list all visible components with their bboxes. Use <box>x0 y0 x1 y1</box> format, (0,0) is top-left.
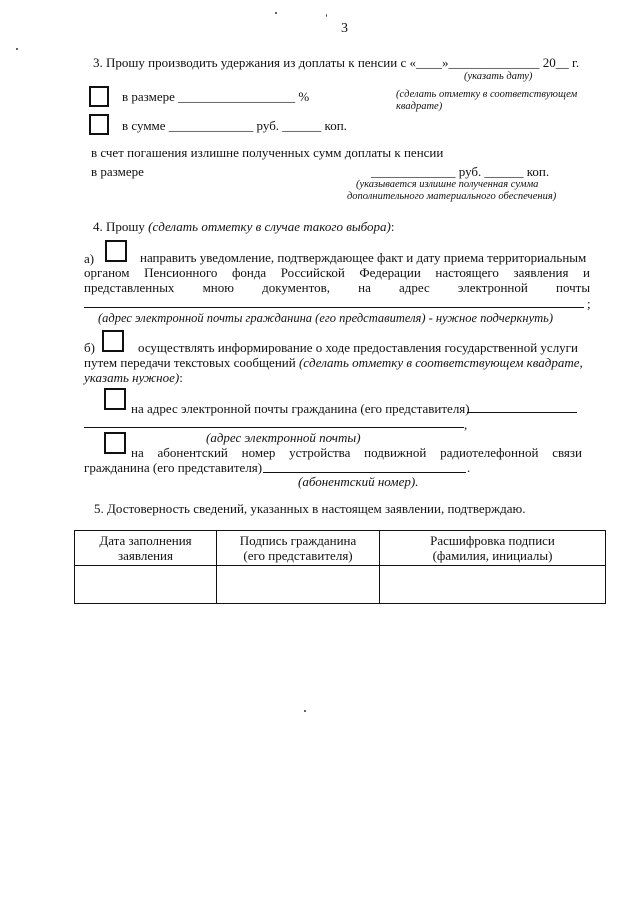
section4-heading-italic: (сделать отметку в случае такого выбора) <box>148 219 391 234</box>
option-b-letter: б) <box>84 340 95 355</box>
signature-column-header <box>217 531 380 566</box>
option-b-line3 <box>84 370 183 385</box>
word: и <box>583 265 591 280</box>
date-header-line1: Дата заполнения <box>99 533 192 548</box>
sum-option-label: в сумме _____________ руб. ______ коп. <box>122 118 347 133</box>
email-line-2[interactable] <box>84 427 464 428</box>
date-hint: (указать дату) <box>464 71 533 82</box>
signature-cell[interactable] <box>217 566 380 604</box>
email-option-label: на адрес электронной почты гражданина (его представителя) <box>131 401 470 416</box>
word: представленных <box>84 280 175 295</box>
phone-option-line2: гражданина (его представителя) <box>84 460 263 475</box>
option-a-letter: а) <box>84 251 95 266</box>
name-header-line2: (фамилия, инициалы) <box>432 548 553 563</box>
scan-speck <box>326 14 327 17</box>
name-header-line1: Расшифровка подписи <box>430 533 555 548</box>
name-cell[interactable] <box>380 566 606 604</box>
signature-header-line2: (его представителя) <box>243 548 353 563</box>
word: фонда <box>231 265 267 280</box>
word: радиотелефонной <box>440 445 539 460</box>
section4-heading <box>93 219 394 234</box>
option-b-line2-italic: (сделать отметку в соответствующем квадрате, <box>298 355 583 370</box>
word: адрес <box>399 280 430 295</box>
page-number: 3 <box>341 21 348 36</box>
percent-hint-2: квадрате) <box>396 101 443 112</box>
amount-blank: _____________ руб. ______ коп. <box>371 164 550 179</box>
word: номер <box>241 445 276 460</box>
option-b-checkbox[interactable] <box>102 330 124 352</box>
word: на <box>358 280 371 295</box>
section4-heading-end: : <box>390 219 395 234</box>
word: почты <box>555 280 591 295</box>
signature-table-row <box>75 566 606 604</box>
scan-speck <box>16 48 18 50</box>
signature-table <box>74 530 606 604</box>
word: заявления <box>513 265 569 280</box>
percent-hint-1: (сделать отметку в соответствующем <box>396 89 578 100</box>
word: электронной <box>457 280 528 295</box>
word: настоящего <box>435 265 499 280</box>
amount-hint-2: дополнительного материального обеспечения) <box>347 191 557 202</box>
word: на <box>131 445 144 460</box>
phone-option-line1 <box>131 445 582 460</box>
email-hint: (адрес электронной почты) <box>206 430 361 445</box>
signature-table-header <box>75 531 606 566</box>
option-a-hint: (адрес электронной почты гражданина (его представителя) - нужное подчеркнуть) <box>98 311 554 325</box>
phone-checkbox[interactable] <box>104 432 126 454</box>
word: мною <box>202 280 234 295</box>
option-a-line3 <box>84 280 590 295</box>
date-cell[interactable] <box>75 566 217 604</box>
sum-checkbox[interactable] <box>89 114 109 135</box>
option-a-line2 <box>84 265 590 280</box>
amount-label: в размере <box>91 164 144 179</box>
percent-option-label: в размере __________________ % <box>122 89 310 104</box>
section4-heading-text: 4. Прошу <box>93 219 149 234</box>
option-b-line1: осуществлять информирование о ходе предоставления государственной услуги <box>138 340 578 355</box>
word: документов, <box>262 280 331 295</box>
word: Российской <box>280 265 345 280</box>
email-checkbox[interactable] <box>104 388 126 410</box>
word: связи <box>552 445 582 460</box>
email-line-1[interactable] <box>467 412 577 413</box>
scan-speck <box>275 12 277 14</box>
option-a-checkbox[interactable] <box>105 240 127 262</box>
word: Федерации <box>359 265 421 280</box>
word: устройства <box>289 445 351 460</box>
amount-hint-1: (указывается излишне полученная сумма <box>356 179 539 190</box>
option-b-line3-italic: указать нужное) <box>84 370 180 385</box>
purpose-text: в счет погашения излишне полученных сумм доплаты к пенсии <box>91 145 444 160</box>
phone-line-end: . <box>467 460 471 475</box>
scan-speck <box>304 710 306 712</box>
name-column-header <box>380 531 606 566</box>
option-b-line3-end: : <box>179 370 183 385</box>
word: абонентский <box>157 445 228 460</box>
option-a-email-line[interactable] <box>84 307 584 308</box>
option-a-line1: направить уведомление, подтверждающее факт и дату приема территориальным <box>140 250 587 265</box>
section3-line1: 3. Прошу производить удержания из доплаты к пенсии с «____»______________ 20__ г. <box>93 55 580 70</box>
date-column-header <box>75 531 217 566</box>
word: органом <box>84 265 130 280</box>
word: подвижной <box>364 445 427 460</box>
signature-header-line1: Подпись гражданина <box>239 533 357 548</box>
percent-checkbox[interactable] <box>89 86 109 107</box>
phone-hint: (абонентский номер). <box>298 474 419 489</box>
option-b-line2-text: путем передачи текстовых сообщений <box>84 355 299 370</box>
email-line-end: , <box>464 417 468 432</box>
date-header-line2: заявления <box>117 548 173 563</box>
word: Пенсионного <box>144 265 218 280</box>
phone-number-line[interactable] <box>263 472 466 473</box>
section5-text: 5. Достоверность сведений, указанных в настоящем заявлении, подтверждаю. <box>94 501 526 516</box>
option-a-line-end: ; <box>587 296 591 311</box>
option-b-line2 <box>84 355 583 370</box>
